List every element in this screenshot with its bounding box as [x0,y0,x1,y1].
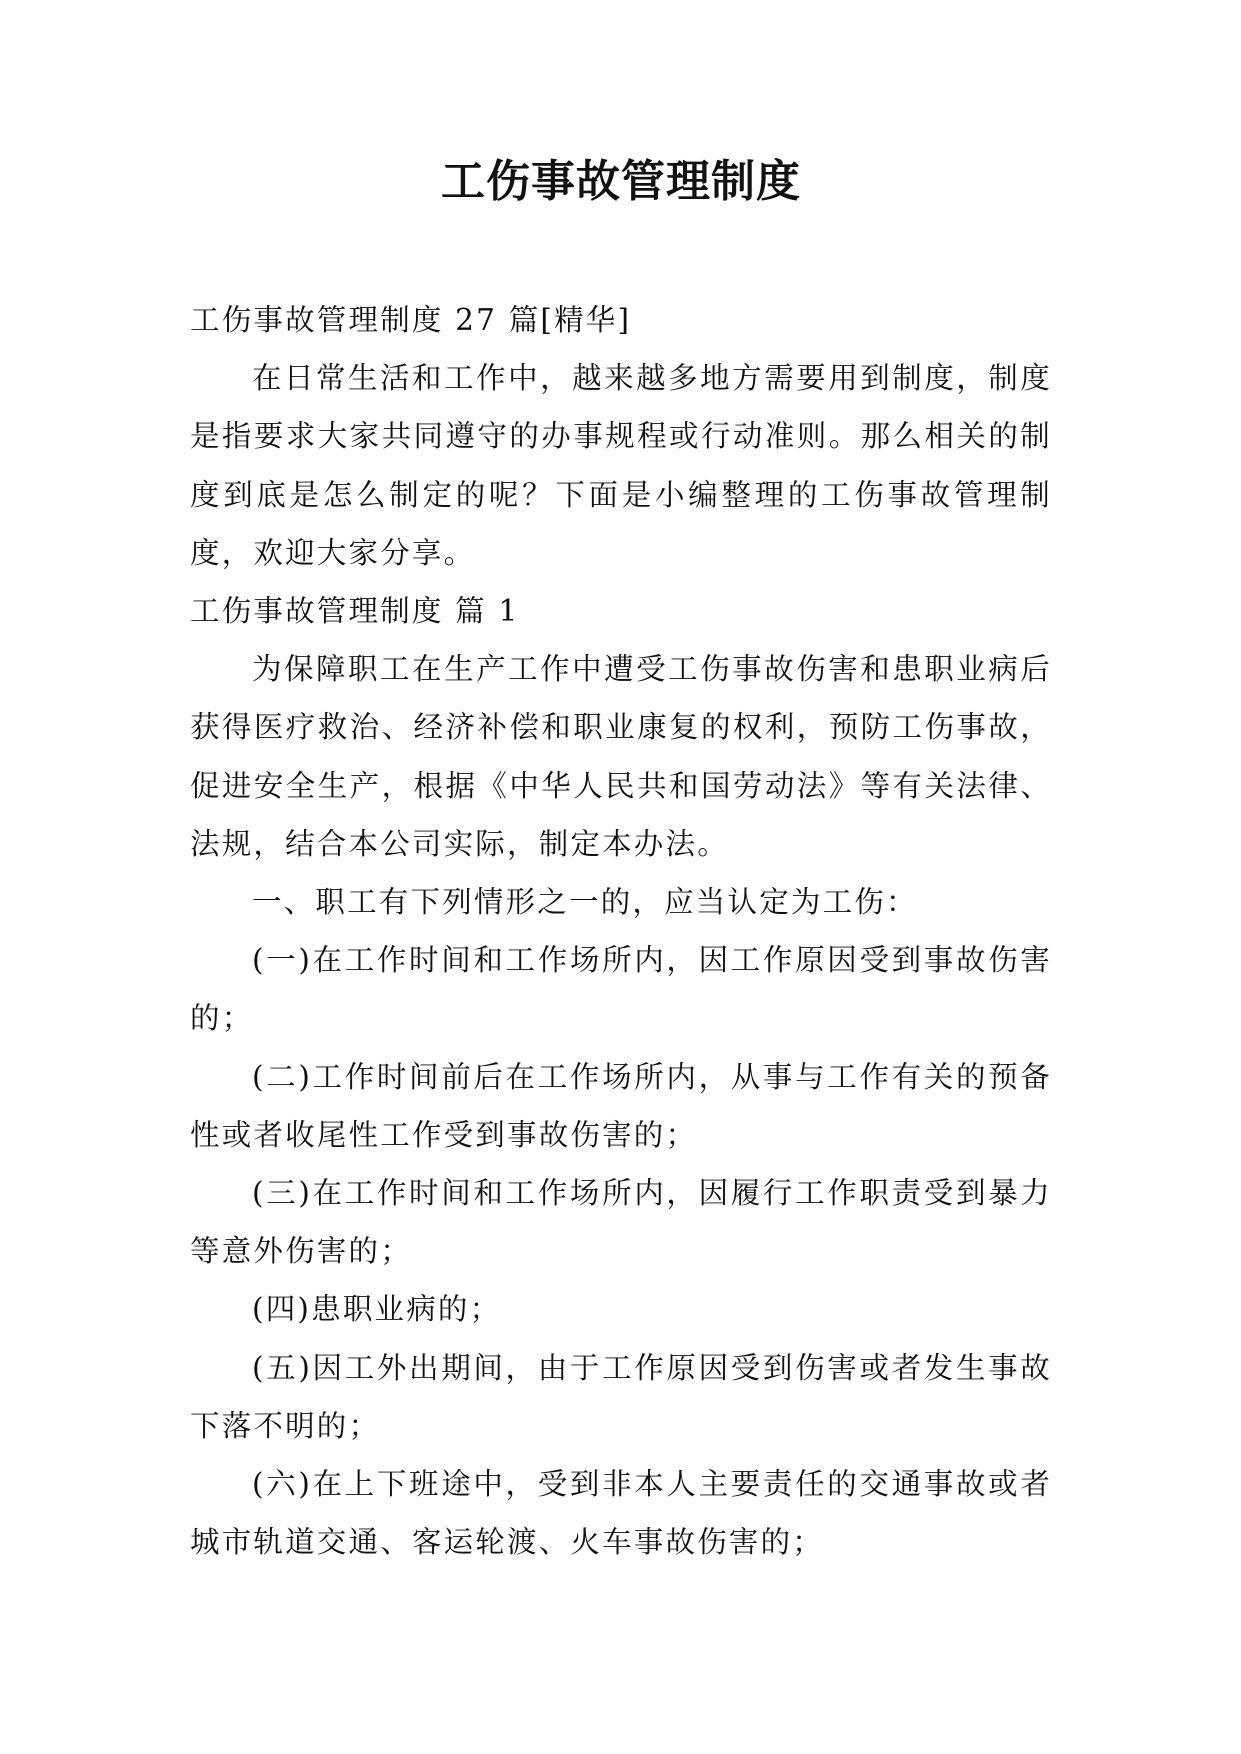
document-title: 工伤事故管理制度 [441,156,801,207]
section-heading: 工伤事故管理制度 篇 1 [190,594,520,629]
clause-item: (一)在工作时间和工作场所内，因工作原因受到事故伤害的； [190,943,1052,1036]
clause-item: (三)在工作时间和工作场所内，因履行工作职责受到暴力等意外伤害的； [190,1176,1052,1269]
clause-intro: 一、职工有下列情形之一的，应当认定为工伤： [252,885,918,920]
clause-item: (四)患职业病的； [252,1292,502,1327]
intro-paragraph: 在日常生活和工作中，越来越多地方需要用到制度，制度是指要求大家共同遵守的办事规程或行动准则。那么相关的制度到底是怎么制定的呢？下面是小编整理的工伤事故管理制度，欢迎大家分享。 [190,361,1052,570]
purpose-paragraph: 为保障职工在生产工作中遭受工伤事故伤害和患职业病后获得医疗救治、经济补偿和职业康复的权利，预防工伤事故，促进安全生产，根据《中华人民共和国劳动法》等有关法律、法规，结合本公司实际，制定本办法。 [190,652,1052,861]
clause-item: (二)工作时间前后在工作场所内，从事与工作有关的预备性或者收尾性工作受到事故伤害的； [190,1059,1052,1152]
clause-item: (五)因工外出期间，由于工作原因受到伤害或者发生事故下落不明的； [190,1350,1052,1443]
document-body [190,291,1052,1571]
document-subtitle: 工伤事故管理制度 27 篇[精华] [190,303,632,337]
clause-item: (六)在上下班途中，受到非本人主要责任的交通事故或者城市轨道交通、客运轮渡、火车事故伤害的； [190,1467,1052,1560]
